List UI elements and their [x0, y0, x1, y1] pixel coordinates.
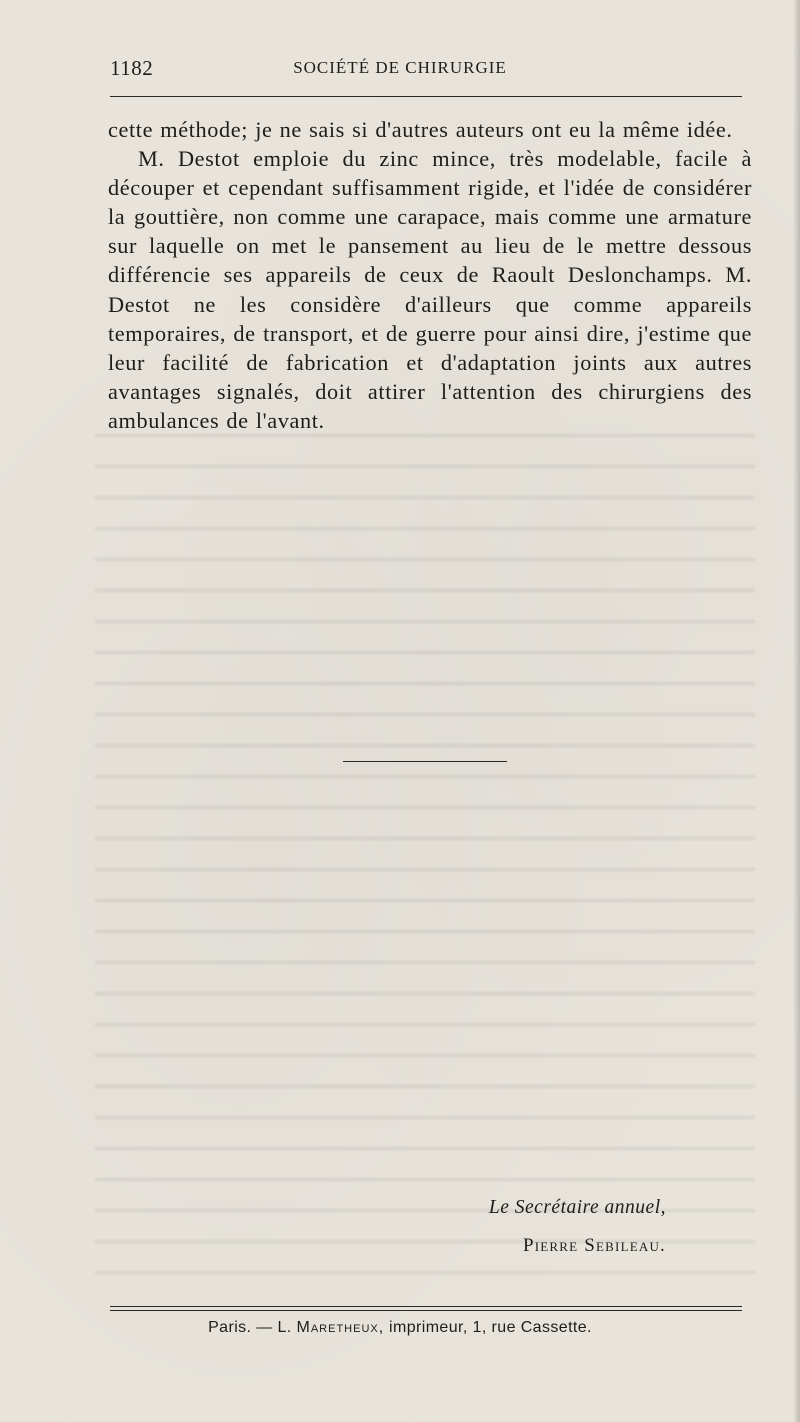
footer-rule — [110, 1310, 742, 1311]
signature-block — [489, 1189, 666, 1265]
imprint-printer: Maretheux, — [296, 1319, 385, 1336]
imprint-address: imprimeur, 1, rue Cassette. — [389, 1319, 592, 1336]
header-rule — [110, 96, 742, 97]
signature-title: Le Secrétaire annuel, — [488, 1197, 666, 1218]
section-end-rule — [343, 761, 507, 762]
paragraph: cette méthode; je ne sais si d'autres auteurs ont eu la même idée. — [108, 117, 733, 142]
page-edge-shadow — [793, 0, 800, 1422]
printer-imprint — [0, 1319, 800, 1337]
show-through-texture — [95, 420, 755, 1300]
imprint-city: Paris. — L. — [208, 1319, 292, 1336]
footer-rule — [110, 1306, 742, 1307]
page-number: 1182 — [110, 56, 154, 80]
running-head: SOCIÉTÉ DE CHIRURGIE — [293, 58, 507, 77]
signature-name: Pierre Sebileau. — [523, 1235, 666, 1256]
body-text — [108, 115, 752, 435]
paragraph: M. Destot emploie du zinc mince, très modelable, facile à découper et cependant suffisamment rigide, et l'idée de considérer la gouttière, non comme une carapace, mais comme une armature sur laquelle on met le pansement au lieu de le mettre dessous différencie ses appareils de ceux de Raoult Deslonchamps. M. Destot ne les considère d'ailleurs que comme appareils temporaires, de transport, et de guerre pour ainsi dire, j'estime que leur facilité de fabrication et d'adaptation joints aux autres avantages signalés, doit attirer l'attention des chirurgiens des ambulances de l'avant. — [108, 146, 752, 433]
